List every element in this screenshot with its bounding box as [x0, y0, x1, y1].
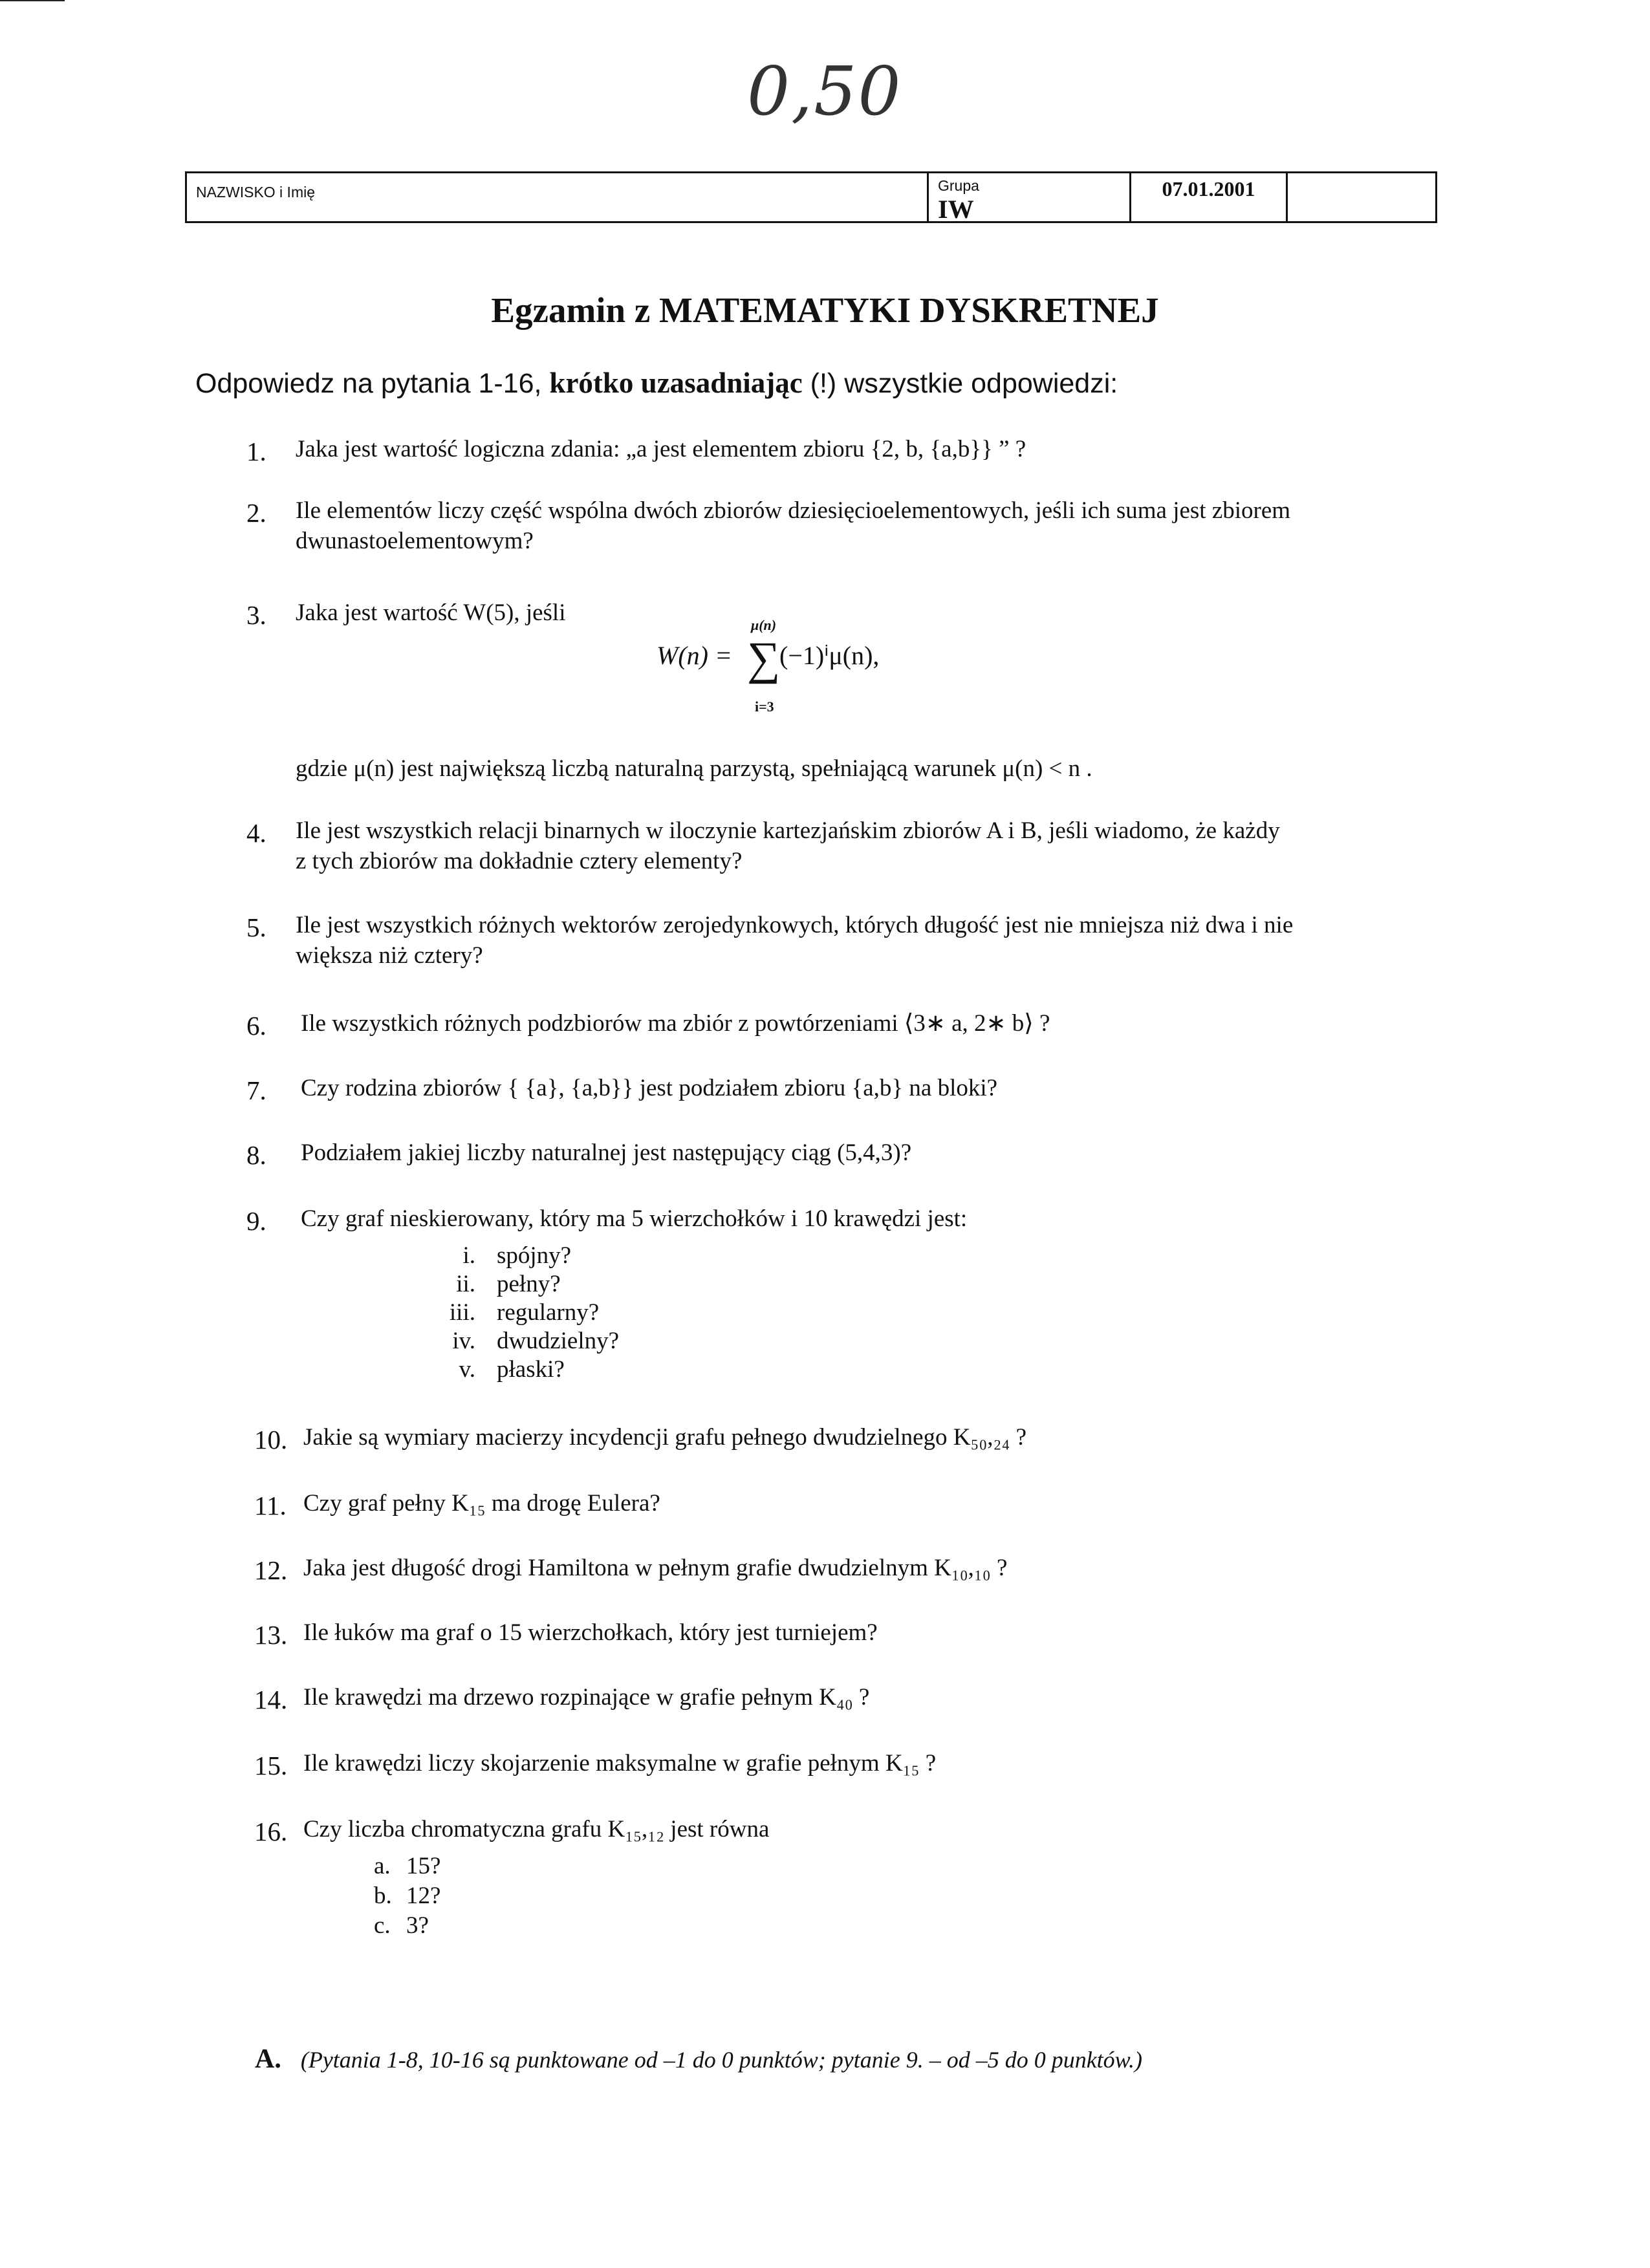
group-cell	[927, 173, 1129, 224]
exam-date: 07.01.2001	[1162, 177, 1255, 200]
formula-lhs: W(n) =	[657, 641, 732, 670]
q9-item-text: spójny?	[497, 1242, 572, 1269]
question-number: 7.	[246, 1075, 266, 1105]
question-text: Jakie są wymiary macierzy incydencji grafu pełnego dwudzielnego K₅₀,₂₄ ?	[303, 1424, 1027, 1451]
footnote-text: (Pytania 1-8, 10-16 są punktowane od –1 do 0 punktów; pytanie 9. – od –5 do 0 punktów.)	[300, 2047, 1143, 2073]
question-text: Ile krawędzi liczy skojarzenie maksymalne w grafie pełnym K₁₅ ?	[303, 1750, 937, 1777]
name-cell[interactable]	[187, 173, 927, 221]
question-number: 2.	[246, 498, 266, 528]
question-number: 14.	[254, 1685, 288, 1714]
instruction-post: (!) wszystkie odpowiedzi:	[802, 368, 1118, 399]
question-line-1: Ile jest wszystkich różnych wektorów zerojedynkowych, których długość jest nie mniejsza niż dwa i nie	[296, 912, 1294, 938]
formula-body: (−1)ⁱμ(n),	[779, 641, 880, 670]
question-number: 12.	[254, 1555, 288, 1585]
question-line-1: Ile elementów liczy część wspólna dwóch zbiorów dziesięcioelementowych, jeśli ich suma jest zbiorem	[296, 497, 1291, 524]
q9-item-mark: i.	[462, 1242, 475, 1269]
question-line-2: dwunastoelementowym?	[296, 527, 534, 554]
q16-option-text: 12?	[406, 1883, 441, 1909]
footnote-lead: A.	[255, 2044, 281, 2074]
group-label: Grupa	[938, 177, 979, 194]
question-number: 11.	[254, 1491, 287, 1520]
question-number: 6.	[246, 1011, 266, 1041]
question-line-2: z tych zbiorów ma dokładnie cztery elementy?	[296, 847, 743, 874]
q16-option-text: 15?	[406, 1853, 441, 1879]
date-cell	[1129, 173, 1286, 221]
q16-option-mark: a.	[374, 1853, 391, 1879]
q9-item-text: pełny?	[497, 1271, 561, 1297]
sigma-symbol: ∑	[747, 632, 781, 684]
question-number: 4.	[246, 818, 266, 848]
q9-item-text: regularny?	[497, 1299, 600, 1326]
question-number: 1.	[246, 437, 266, 466]
question-text: Jaka jest długość drogi Hamiltona w pełnym grafie dwudzielnym K₁₀,₁₀ ?	[303, 1555, 1008, 1581]
question-text	[296, 911, 1293, 971]
q9-item-mark: ii.	[456, 1271, 475, 1297]
q16-option-text: 3?	[406, 1912, 429, 1939]
question-line-1: Ile jest wszystkich relacji binarnych w iloczynie kartezjańskim zbiorów A i B, jeśli wiadomo, że każdy	[296, 817, 1280, 844]
header-box	[185, 171, 1437, 223]
question-number: 5.	[246, 913, 266, 942]
question-text: Czy liczba chromatyczna grafu K₁₅,₁₂ jest równa	[303, 1816, 770, 1842]
group-value: IW	[938, 195, 974, 224]
question-text: Czy graf nieskierowany, który ma 5 wierzchołków i 10 krawędzi jest:	[301, 1205, 968, 1232]
question-3-note: gdzie μ(n) jest największą liczbą naturalną parzystą, spełniającą warunek μ(n) < n .	[296, 755, 1092, 782]
question-text: Czy rodzina zbiorów { {a}, {a,b}} jest podziałem zbioru {a,b} na bloki?	[301, 1075, 998, 1101]
q9-item-mark: iv.	[452, 1328, 475, 1354]
q9-item-text: płaski?	[497, 1356, 565, 1383]
q9-item-mark: iii.	[449, 1299, 475, 1326]
name-label: NAZWISKO i Imię	[196, 184, 316, 200]
question-text: Podziałem jakiej liczby naturalnej jest następujący ciąg (5,4,3)?	[301, 1139, 912, 1166]
q16-option-mark: b.	[374, 1883, 392, 1909]
top-rule	[0, 0, 65, 1]
question-number: 13.	[254, 1620, 288, 1650]
question-number: 8.	[246, 1140, 266, 1170]
score-cell[interactable]	[1286, 173, 1439, 221]
question-number: 16.	[254, 1817, 288, 1846]
q9-item-mark: v.	[459, 1356, 475, 1383]
question-number: 3.	[246, 600, 266, 630]
question-text: Czy graf pełny K₁₅ ma drogę Eulera?	[303, 1490, 660, 1517]
handwritten-score: 0,50	[747, 52, 902, 131]
instruction-pre: Odpowiedz na pytania 1-16,	[195, 368, 550, 399]
question-text	[296, 496, 1290, 557]
question-text: Ile krawędzi ma drzewo rozpinające w grafie pełnym K₄₀ ?	[303, 1684, 870, 1711]
formula-upper-limit: μ(n)	[751, 617, 777, 633]
question-line-2: większa niż cztery?	[296, 942, 483, 969]
q16-option-mark: c.	[374, 1912, 391, 1939]
question-number: 15.	[254, 1751, 288, 1780]
question-number: 9.	[246, 1206, 266, 1236]
question-text: Jaka jest wartość W(5), jeśli	[296, 599, 566, 626]
question-text: Ile wszystkich różnych podzbiorów ma zbiór z powtórzeniami ⟨3∗ a, 2∗ b⟩ ?	[301, 1010, 1050, 1037]
question-number: 10.	[254, 1425, 288, 1454]
q9-item-text: dwudzielny?	[497, 1328, 620, 1354]
instruction-bold: krótko uzasadniając	[549, 367, 803, 399]
question-text: Ile łuków ma graf o 15 wierzchołkach, który jest turniejem?	[303, 1619, 878, 1646]
instruction	[195, 366, 1118, 400]
formula-w-n	[657, 617, 880, 715]
page-title: Egzamin z MATEMATYKI DYSKRETNEJ	[491, 290, 1159, 330]
formula-lower-limit: i=3	[755, 698, 774, 715]
scoring-footnote	[255, 2044, 1142, 2075]
question-text	[296, 816, 1280, 877]
question-text: Jaka jest wartość logiczna zdania: „a jest elementem zbioru {2, b, {a,b}} ” ?	[296, 436, 1026, 462]
